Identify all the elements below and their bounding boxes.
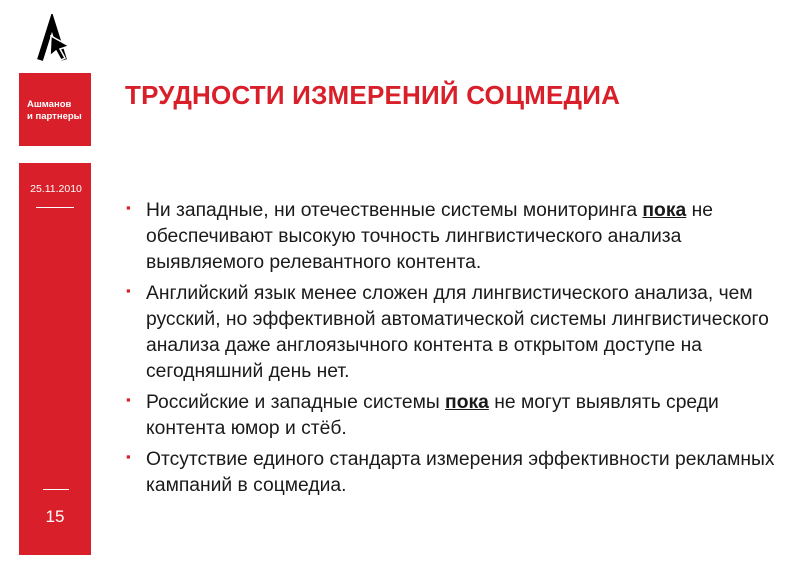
brand-block: [19, 73, 91, 146]
a-arrow-logo-icon: [36, 14, 72, 64]
bullet-text: не обеспечивают высокую точность лингвистического анализа выявляемого релевантного контента.: [146, 200, 713, 273]
bullet-square-icon: ▪: [126, 392, 131, 407]
brand-name-line2: и партнеры: [27, 111, 82, 122]
bullet-square-icon: ▪: [126, 200, 131, 215]
bullet-item: [126, 390, 786, 442]
slide-title: ТРУДНОСТИ ИЗМЕРЕНИЙ СОЦМЕДИА: [125, 80, 621, 110]
bullet-text: Ни западные, ни отечественные системы мониторинга: [146, 200, 643, 221]
bullet-text: Английский язык менее сложен для лингвистического анализа, чем русский, но эффективной автоматической системы лингвистического анализа даже англоязычного контента в открытом доступе на сегодняшний день нет.: [146, 283, 769, 382]
bullet-text: не могут выявлять среди контента юмор и стёб.: [146, 392, 719, 439]
page-number: 15: [45, 507, 65, 526]
bullet-emphasis: пока: [445, 392, 489, 413]
date-divider: [36, 207, 74, 208]
bullet-text: Российские и западные системы: [146, 392, 446, 413]
bullet-item: [126, 198, 786, 276]
page-number-divider: [43, 489, 69, 490]
bullet-square-icon: ▪: [126, 283, 131, 298]
bullet-text: Отсутствие единого стандарта измерения эффективности рекламных кампаний в соцмедиа.: [146, 449, 775, 496]
bullet-item: [126, 281, 786, 385]
sidebar-strip: [19, 163, 91, 555]
bullet-list: [126, 198, 786, 504]
bullet-emphasis: пока: [642, 200, 687, 221]
brand-name: [27, 99, 82, 123]
bullet-item: [126, 447, 786, 499]
bullet-square-icon: ▪: [126, 449, 131, 464]
slide-date: 25.11.2010: [30, 183, 82, 195]
brand-name-line1: Ашманов: [27, 99, 72, 110]
